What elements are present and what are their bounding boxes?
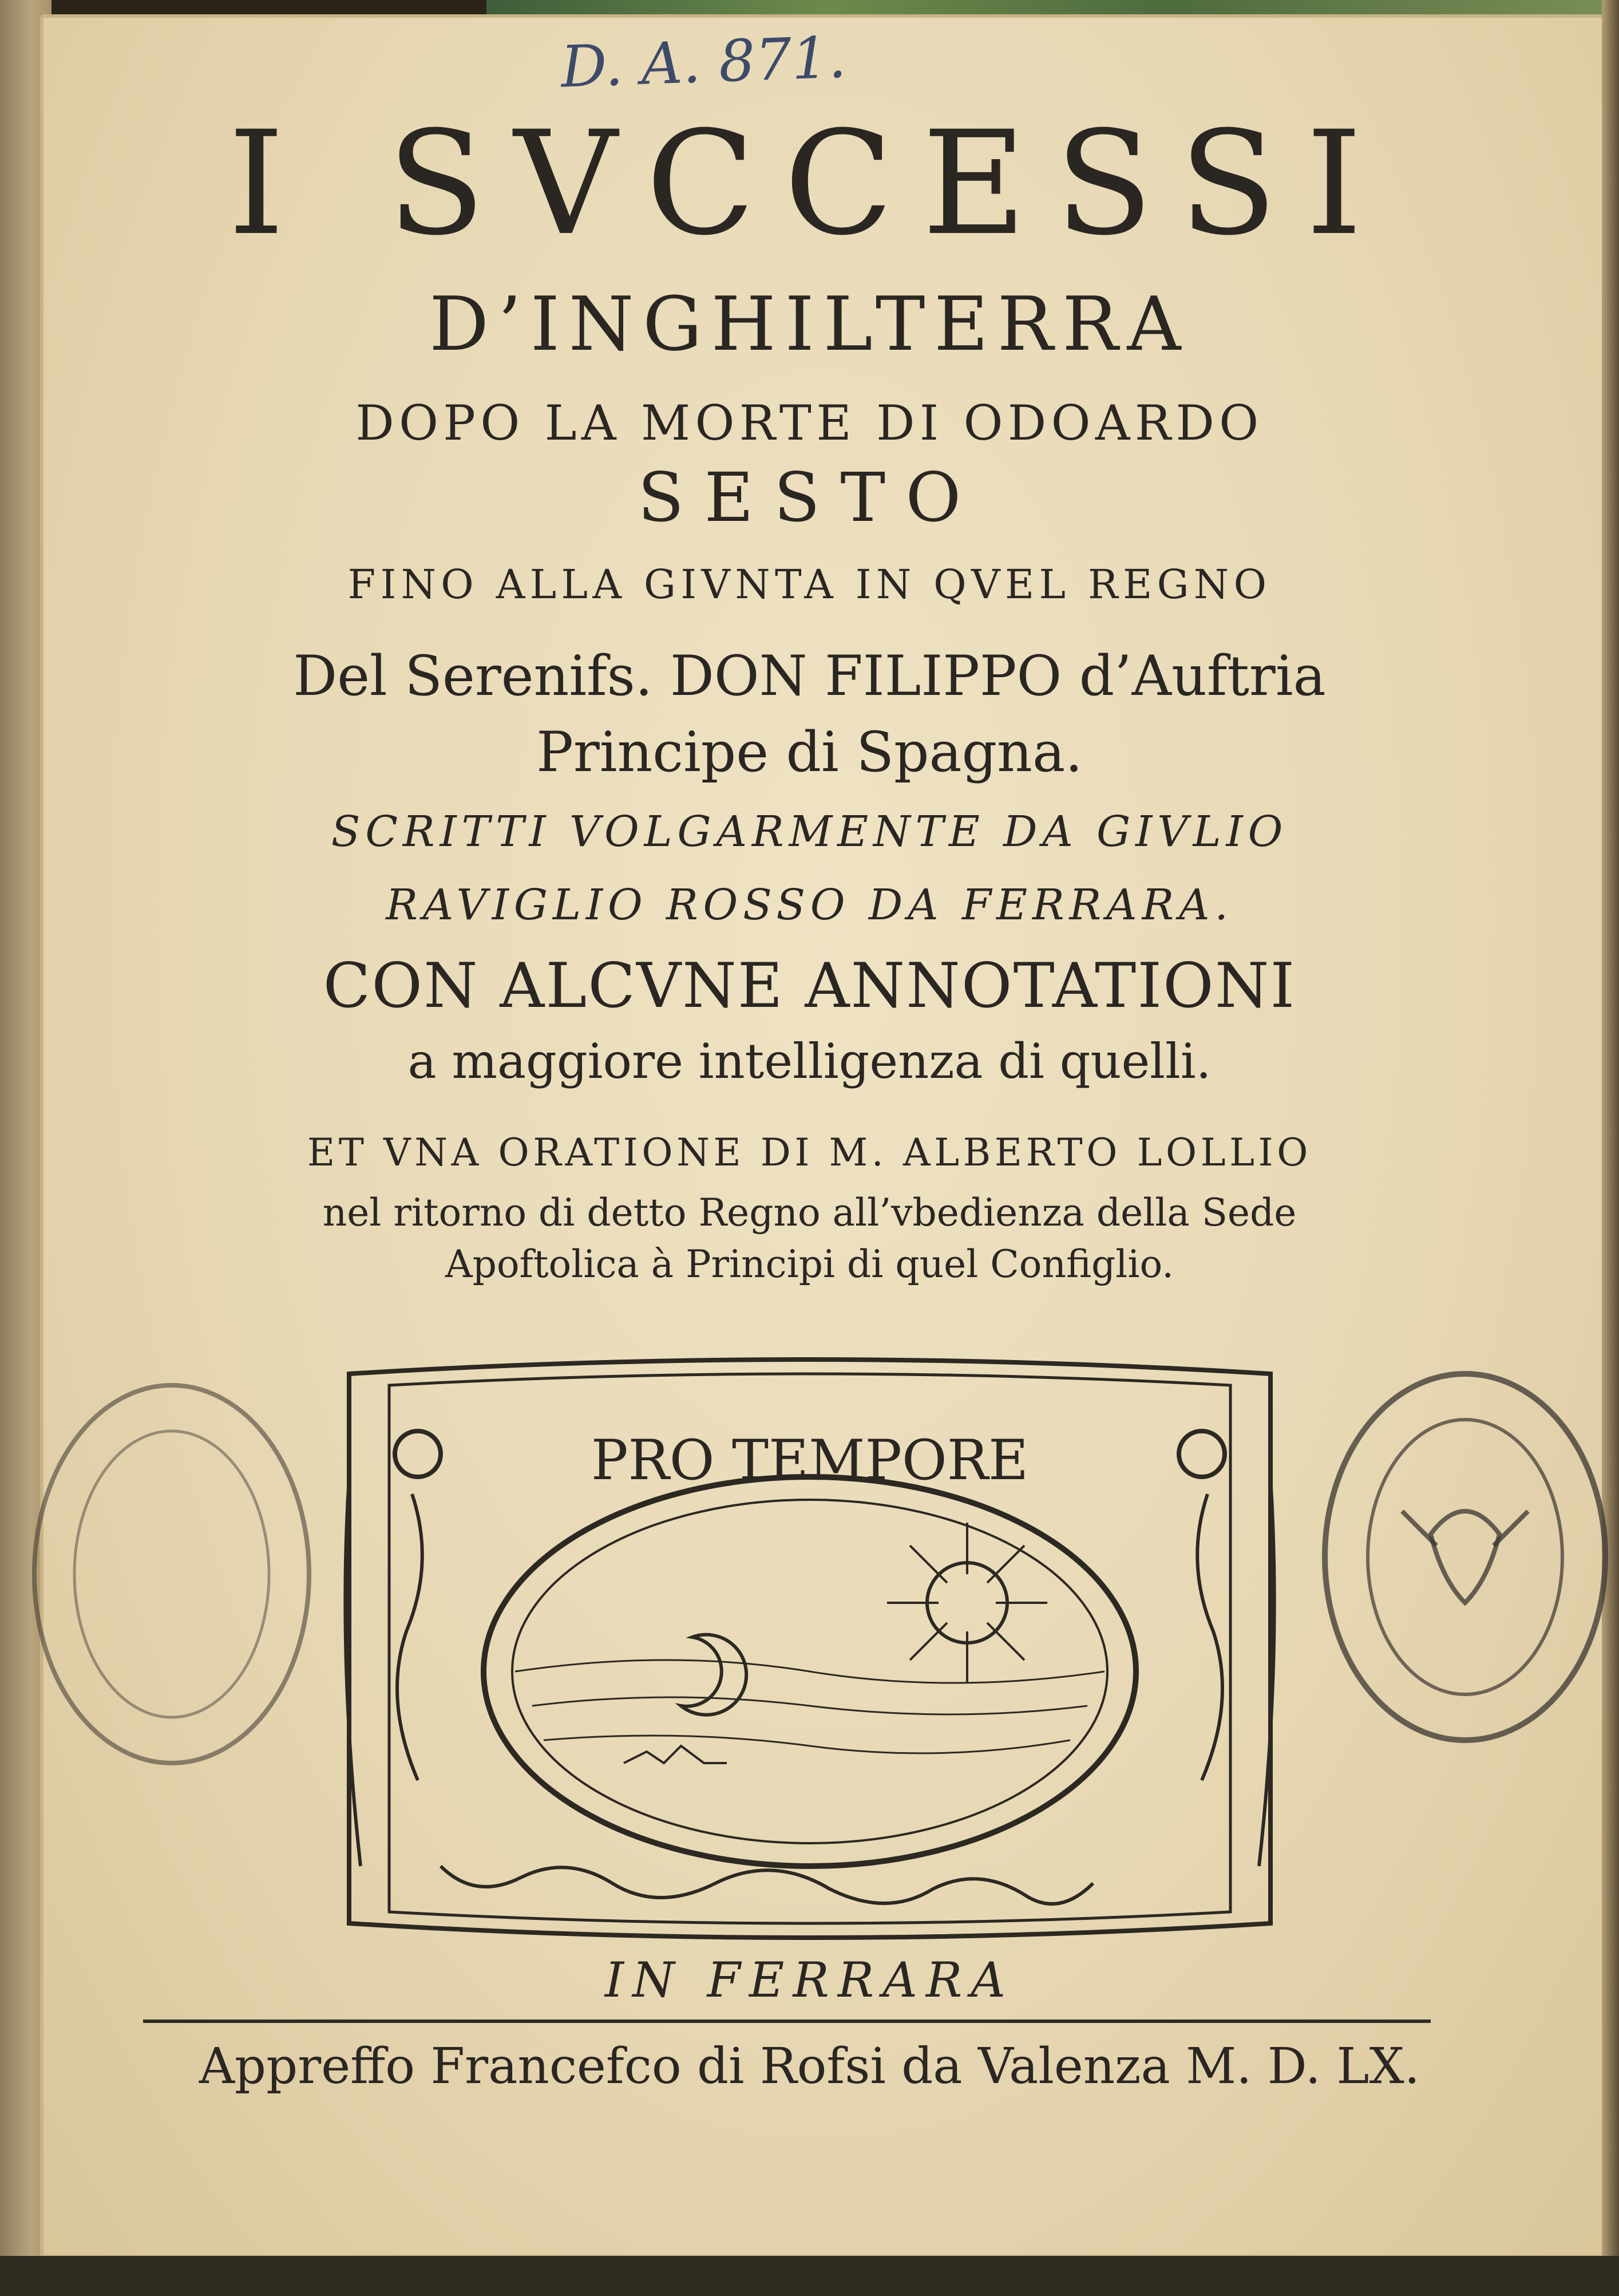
imprint-place: IN FERRARA xyxy=(604,1952,1015,2008)
title-line-1: I SVCCESSI xyxy=(228,100,1391,267)
title-line-12: ET VNA ORATIONE DI M. ALBERTO LOLLIO xyxy=(307,1131,1312,1175)
title-line-3: DOPO LA MORTE DI ODOARDO xyxy=(355,395,1264,451)
library-stamp-right xyxy=(1316,1362,1614,1752)
title-line-2: D’INGHILTERRA xyxy=(429,280,1190,367)
title-line-6: Del Serenifs. DON FILIPPO d’Auftria xyxy=(293,644,1326,708)
title-line-9: RAVIGLIO ROSSO DA FERRARA. xyxy=(386,880,1233,930)
stamp-right-ring xyxy=(1316,1362,1614,1752)
title-line-8: SCRITTI VOLGARMENTE DA GIVLIO xyxy=(331,807,1288,856)
shelfmark: D. A. 871. xyxy=(560,23,848,101)
printers-device xyxy=(326,1351,1293,1946)
title-line-7: Principe di Spagna. xyxy=(536,720,1083,784)
stamp-left-ring xyxy=(23,1374,320,1775)
title-line-4: SESTO xyxy=(638,458,981,537)
title-line-10: CON ALCVNE ANNOTATIONI xyxy=(323,950,1296,1022)
library-stamp-left xyxy=(23,1374,320,1775)
title-line-13: nel ritorno di detto Regno all’vbedienza della Sede xyxy=(322,1191,1297,1235)
imprint-printer: Appreffo Francefco di Rofsi da Valenza M. D. LX. xyxy=(199,2038,1420,2095)
title-line-14: Apoftolica à Principi di quel Configlio. xyxy=(445,1242,1174,1286)
bottom-edge xyxy=(0,2256,1619,2296)
device-motto: PRO TEMPORE xyxy=(591,1428,1029,1492)
title-line-5: FINO ALLA GIVNTA IN QVEL REGNO xyxy=(347,561,1272,608)
title-line-11: a maggiore intelligenza di quelli. xyxy=(407,1033,1212,1089)
imprint-rule xyxy=(143,2020,1431,2023)
